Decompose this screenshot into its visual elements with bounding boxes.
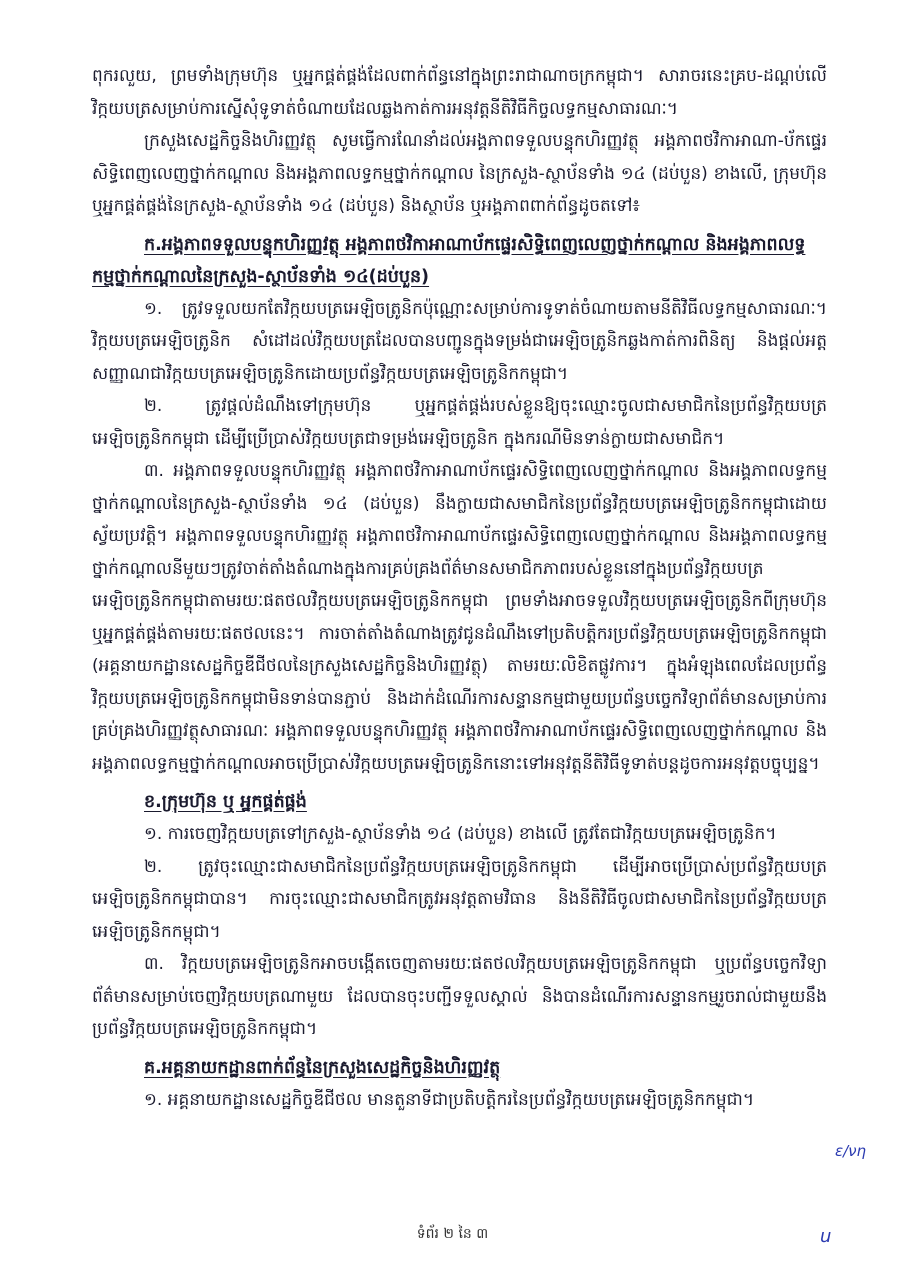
section-b-item-3: ៣. វិក្កយបត្រអេឡិចត្រូនិកអាចបង្កើតចេញតាមរយៈផតថលវិក្កយបត្រអេឡិចត្រូនិកកម្ពុជា ឬប្រព័ន្ធបច្ចេកវិទ្យាព័ត៌មានសម្រាប់ចេញវិក្កយបត្រណាមួយ ដែលបានចុះបញ្ជីទទួលស្គាល់ និងបានដំណើរការសន្ទានកម្មរួចរាល់ជាមួយនឹងប្រព័ន្ធវិក្កយបត្រអេឡិចត្រូនិកកម្ពុជា។ (92, 954, 827, 1039)
section-a-item-2: ២. ត្រូវផ្ដល់ដំណឹងទៅក្រុមហ៊ុន ឬអ្នកផ្គត់ផ្គង់របស់ខ្លួនឱ្យចុះឈ្មោះចូលជាសមាជិកនៃប្រព័ន្ធវិក្កយបត្រអេឡិចត្រូនិកកម្ពុជា ដើម្បីប្រើប្រាស់វិក្កយបត្រជាទម្រង់អេឡិចត្រូនិក ក្នុងករណីមិនទាន់ក្លាយជាសមាជិក។ (92, 396, 827, 449)
section-a-item-1: ១. ត្រូវទទួលយកតែវិក្កយបត្រអេឡិចត្រូនិកប៉ុណ្ណោះសម្រាប់ការទូទាត់ចំណាយតាមនីតិវិធីលទ្ធកម្មសាធារណៈ។ វិក្កយបត្រអេឡិចត្រូនិក សំដៅដល់វិក្កយបត្រដែលបានបញ្ជូនក្នុងទម្រង់ជាអេឡិចត្រូនិកឆ្លងកាត់ការពិនិត្យ និងផ្ដល់អត្តសញ្ញាណជាវិក្កយបត្រអេឡិចត្រូនិកដោយប្រព័ន្ធវិក្កយបត្រអេឡិចត្រូនិកកម្ពុជា។ (92, 298, 827, 384)
handwritten-initials-mark: ε/νη (835, 1142, 867, 1160)
corner-initials-mark: u (820, 1226, 832, 1247)
section-a-heading: ក.អង្គភាពទទួលបន្ទុកហិរញ្ញវត្ថុ អង្គភាពថវិកាអាណាប័កផ្ទេរសិទ្ធិពេញលេញថ្នាក់កណ្ដាល និងអង្គភាពលទ្ធកម្មថ្នាក់កណ្ដាលនៃក្រសួង-ស្ថាប័នទាំង ១៤(ដប់បួន) (92, 234, 806, 287)
section-c-heading: គ.អគ្គនាយកដ្ឋានពាក់ព័ន្ធនៃក្រសួងសេដ្ឋកិច្ចនិងហិរញ្ញវត្ថុ (144, 1057, 501, 1078)
section-b-item-1: ១. ការចេញវិក្កយបត្រទៅក្រសួង-ស្ថាប័នទាំង ១៤ (ដប់បួន) ខាងលើ ត្រូវតែជាវិក្កយបត្រអេឡិចត្រូនិក។ (144, 824, 777, 844)
section-b-heading: ខ.ក្រុមហ៊ុន ឬ អ្នកផ្គត់ផ្គង់ (144, 792, 307, 812)
page-number-footer: ទំព័រ ២ នៃ ៣ (416, 1226, 489, 1242)
section-b-item-2: ២. ត្រូវចុះឈ្មោះជាសមាជិកនៃប្រព័ន្ធវិក្កយបត្រអេឡិចត្រូនិកកម្ពុជា ដើម្បីអាចប្រើប្រាស់ប្រព័ន្ធវិក្កយបត្រអេឡិចត្រូនិកកម្ពុជាបាន។ ការចុះឈ្មោះជាសមាជិកត្រូវអនុវត្តតាមវិធាន និងនីតិវិធីចូលជាសមាជិកនៃប្រព័ន្ធវិក្កយបត្រអេឡិចត្រូនិកកម្ពុជា។ (92, 856, 827, 942)
section-c-item-1: ១. អគ្គនាយកដ្ឋានសេដ្ឋកិច្ចឌីជីថល មានតួនាទីជាប្រតិបត្តិករនៃប្រព័ន្ធវិក្កយបត្រអេឡិចត្រូនិកកម្ពុជា។ (144, 1089, 755, 1110)
intro-paragraph-continued: ពុករលួយ, ព្រមទាំងក្រុមហ៊ុន ឬអ្នកផ្គត់ផ្គង់ដែលពាក់ព័ន្ធនៅក្នុងព្រះរាជាណាចក្រកម្ពុជា។ សារាចរនេះគ្រប-ដណ្ដប់លើវិក្កយបត្រសម្រាប់ការស្នើសុំទូទាត់ចំណាយដែលឆ្លងកាត់ការអនុវត្តនីតិវិធីកិច្ចលទ្ធកម្មសាធារណៈ។ (92, 66, 827, 119)
intro-paragraph-instructions: ក្រសួងសេដ្ឋកិច្ចនិងហិរញ្ញវត្ថុ សូមធ្វើការណែនាំដល់អង្គភាពទទួលបន្ទុកហិរញ្ញវត្ថុ អង្គភាពថវិកាអាណា-ប័កផ្ទេរសិទ្ធិពេញលេញថ្នាក់កណ្ដាល និងអង្គភាពលទ្ធកម្មថ្នាក់កណ្ដាល នៃក្រសួង-ស្ថាប័នទាំង ១៤ (ដប់បួន) ខាងលើ, ក្រុមហ៊ុន ឬអ្នកផ្គត់ផ្គង់នៃក្រសួង-ស្ថាប័នទាំង ១៤ (ដប់បួន) និងស្ថាប័ន ឬអង្គភាពពាក់ព័ន្ធដូចតទៅ៖ (92, 131, 827, 216)
section-a-item-3: ៣. អង្គភាពទទួលបន្ទុកហិរញ្ញវត្ថុ អង្គភាពថវិកាអាណាប័កផ្ទេរសិទ្ធិពេញលេញថ្នាក់កណ្ដាល និងអង្គភាពលទ្ធកម្មថ្នាក់កណ្ដាលនៃក្រសួង-ស្ថាប័នទាំង ១៤ (ដប់បួន) នឹងក្លាយជាសមាជិកនៃប្រព័ន្ធវិក្កយបត្រអេឡិចត្រូនិកកម្ពុជាដោយស្វ័យប្រវត្តិ។ អង្គភាពទទួលបន្ទុកហិរញ្ញវត្ថុ អង្គភាពថវិកាអាណាប័កផ្ទេរសិទ្ធិពេញលេញថ្នាក់កណ្ដាល និងអង្គភាពលទ្ធកម្មថ្នាក់កណ្ដាលនីមួយៗត្រូវចាត់តាំងតំណាងក្នុងការគ្រប់គ្រងព័ត៌មានសមាជិកភាពរបស់ខ្លួននៅក្នុងប្រព័ន្ធវិក្កយបត្រអេឡិចត្រូនិកកម្ពុជាតាមរយៈផតថលវិក្កយបត្រអេឡិចត្រូនិកកម្ពុជា ព្រមទាំងអាចទទួលវិក្កយបត្រអេឡិចត្រូនិកពីក្រុមហ៊ុន ឬអ្នកផ្គត់ផ្គង់តាមរយៈផតថលនេះ។ ការចាត់តាំងតំណាងត្រូវជូនដំណឹងទៅប្រតិបត្តិករប្រព័ន្ធវិក្កយបត្រអេឡិចត្រូនិកកម្ពុជា (អគ្គនាយកដ្ឋានសេដ្ឋកិច្ចឌីជីថលនៃក្រសួងសេដ្ឋកិច្ចនិងហិរញ្ញវត្ថុ) តាមរយៈលិខិតផ្លូវការ។ ក្នុងអំឡុងពេលដែលប្រព័ន្ធវិក្កយបត្រអេឡិចត្រូនិកកម្ពុជាមិនទាន់បានភ្ជាប់ និងដាក់ដំណើរការសន្ទានកម្មជាមួយប្រព័ន្ធបច្ចេកវិទ្យាព័ត៌មានសម្រាប់ការគ្រប់គ្រងហិរញ្ញវត្ថុសាធារណៈ អង្គភាពទទួលបន្ទុកហិរញ្ញវត្ថុ អង្គភាពថវិកាអាណាប័កផ្ទេរសិទ្ធិពេញលេញថ្នាក់កណ្ដាល និងអង្គភាពលទ្ធកម្មថ្នាក់កណ្ដាលអាចប្រើប្រាស់វិក្កយបត្រអេឡិចត្រូនិកនោះទៅអនុវត្តនីតិវិធីទូទាត់បន្តដូចការអនុវត្តបច្ចុប្បន្ន។ (92, 461, 827, 774)
